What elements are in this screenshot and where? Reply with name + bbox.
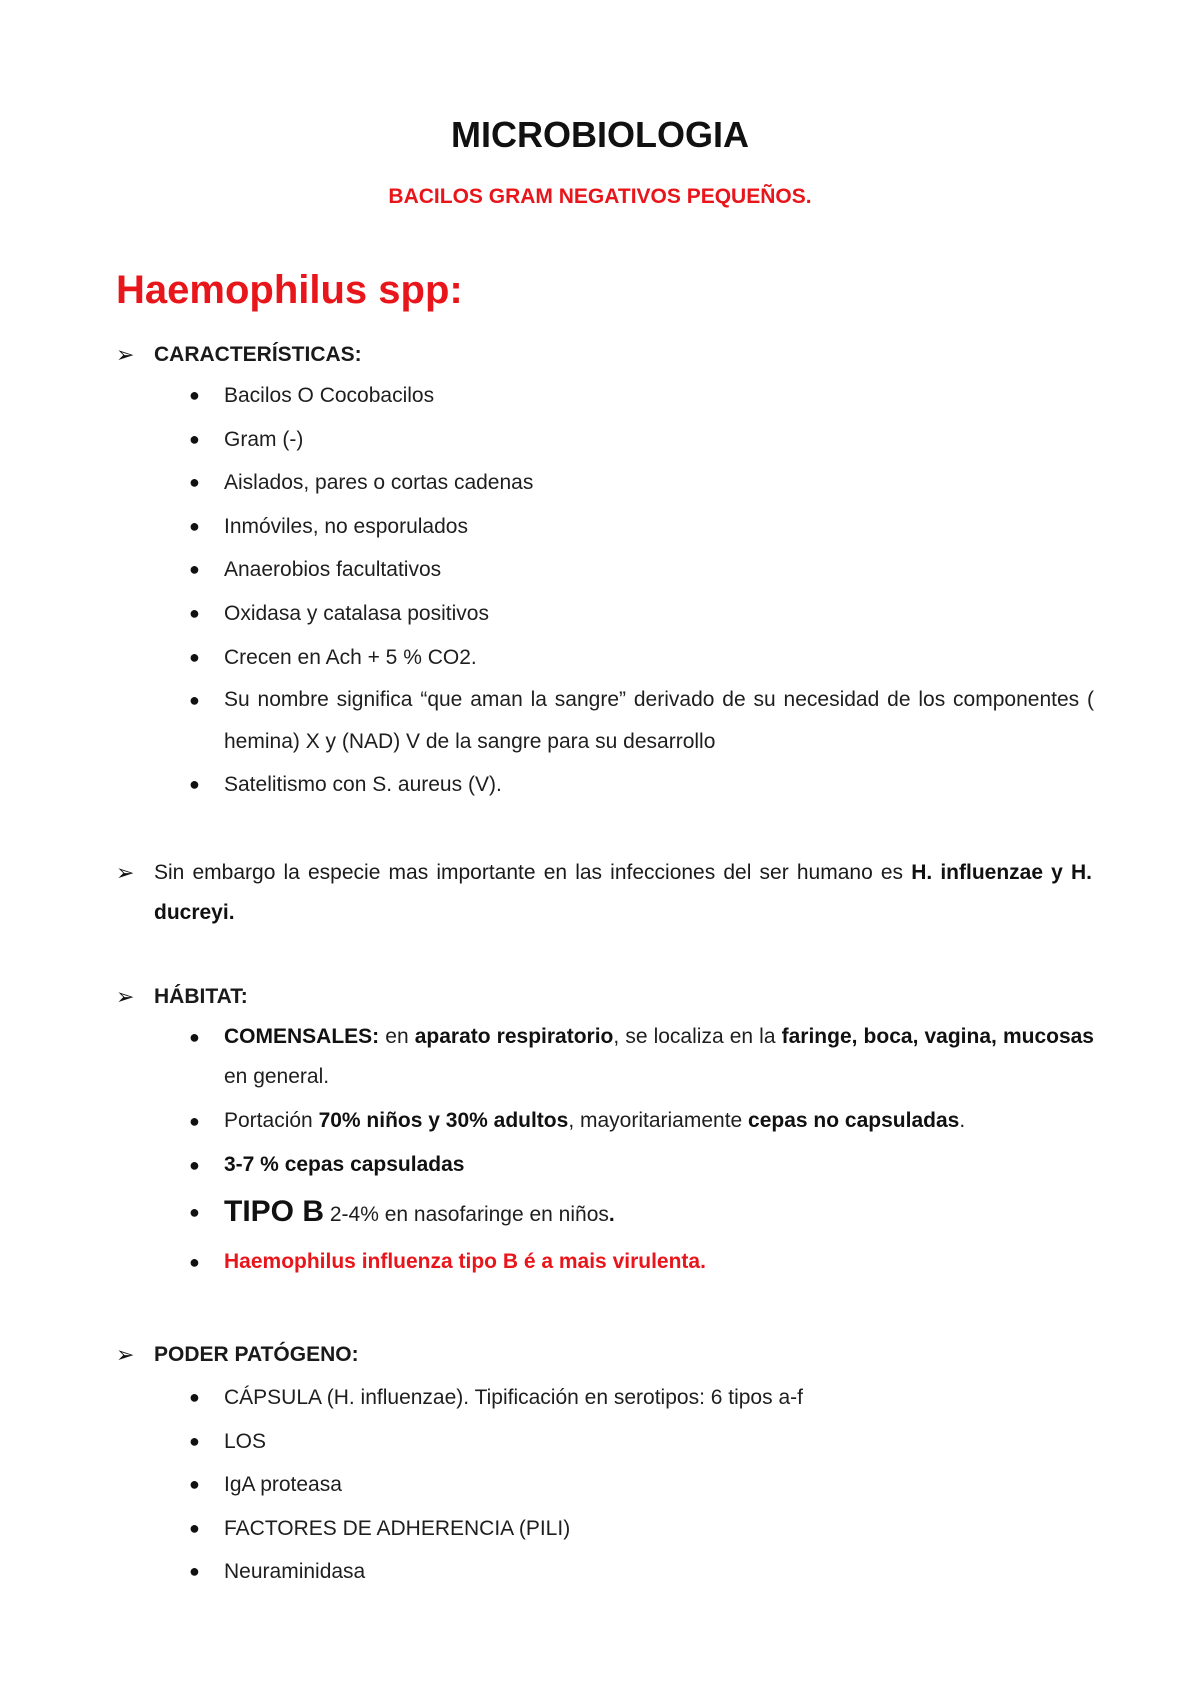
list-item: ● COMENSALES: en aparato respiratorio, se localiza en la faringe, boca, vagina, mucosas en general. bbox=[186, 1017, 1094, 1097]
bullet-dot-icon: ● bbox=[189, 1474, 200, 1495]
list-item: ● Haemophilus influenza tipo B é a mais virulenta. bbox=[186, 1242, 1094, 1282]
arrow-bullet-icon: ➢ bbox=[116, 342, 135, 367]
bullet-dot-icon: ● bbox=[189, 1517, 200, 1538]
bullet-dot-icon: ● bbox=[189, 774, 200, 795]
list-item: ● IgA proteasa bbox=[186, 1463, 1094, 1507]
especie-paragraph: Sin embargo la especie mas importante en las infecciones del ser humano es H. influenzae y H. ducreyi. bbox=[154, 861, 1092, 924]
section-label: PODER PATÓGENO: bbox=[154, 1343, 359, 1366]
document-title: MICROBIOLOGIA bbox=[451, 114, 749, 155]
bullet-dot-icon: ● bbox=[189, 602, 200, 623]
list-item: ● Bacilos O Cocobacilos bbox=[186, 374, 1094, 418]
bullet-dot-icon: ● bbox=[189, 428, 200, 449]
list-item: ● Anaerobios facultativos bbox=[186, 548, 1094, 592]
list-item: ● Oxidasa y catalasa positivos bbox=[186, 592, 1094, 636]
list-item: ● Satelitismo con S. aureus (V). bbox=[186, 763, 1094, 807]
section-habitat bbox=[116, 977, 1094, 1017]
list-item: ● LOS bbox=[186, 1420, 1094, 1464]
caracteristicas-list bbox=[186, 374, 1094, 807]
section-heading: Haemophilus spp: bbox=[116, 268, 463, 312]
bullet-dot-icon: ● bbox=[189, 1561, 200, 1582]
bullet-dot-icon: ● bbox=[189, 1202, 200, 1222]
bullet-dot-icon: ● bbox=[189, 559, 200, 580]
list-item: ● TIPO B 2-4% en nasofaringe en niños. bbox=[186, 1189, 1094, 1238]
bullet-dot-icon: ● bbox=[189, 1155, 200, 1175]
bullet-dot-icon: ● bbox=[189, 472, 200, 493]
section-label: HÁBITAT: bbox=[154, 985, 248, 1008]
bullet-dot-icon: ● bbox=[189, 1252, 200, 1272]
list-item: ● Neuraminidasa bbox=[186, 1550, 1094, 1594]
section-label: CARACTERÍSTICAS: bbox=[154, 343, 362, 366]
bullet-dot-icon: ● bbox=[189, 1027, 200, 1047]
bullet-dot-icon: ● bbox=[189, 646, 200, 667]
list-item: ● 3-7 % cepas capsuladas bbox=[186, 1145, 1094, 1185]
arrow-bullet-icon: ➢ bbox=[116, 984, 135, 1009]
arrow-bullet-icon: ➢ bbox=[116, 1342, 135, 1367]
bullet-dot-icon: ● bbox=[189, 515, 200, 536]
bullet-dot-icon: ● bbox=[189, 1430, 200, 1451]
document-subtitle: BACILOS GRAM NEGATIVOS PEQUEÑOS. bbox=[388, 185, 812, 208]
list-item: ● Su nombre significa “que aman la sangre” derivado de su necesidad de los componentes ( hemina) X y (NAD) V de la sangre para su desarrollo bbox=[186, 679, 1094, 763]
section-especie bbox=[116, 853, 1094, 933]
habitat-list bbox=[186, 1017, 1094, 1282]
list-item: ● Portación 70% niños y 30% adultos, mayoritariamente cepas no capsuladas. bbox=[186, 1101, 1094, 1141]
list-item: ● Crecen en Ach + 5 % CO2. bbox=[186, 636, 1094, 680]
list-item: ● FACTORES DE ADHERENCIA (PILI) bbox=[186, 1507, 1094, 1551]
arrow-bullet-icon: ➢ bbox=[116, 860, 135, 885]
list-item: ● CÁPSULA (H. influenzae). Tipificación en serotipos: 6 tipos a-f bbox=[186, 1376, 1094, 1420]
bullet-dot-icon: ● bbox=[189, 690, 200, 711]
list-item: ● Aislados, pares o cortas cadenas bbox=[186, 461, 1094, 505]
list-item: ● Gram (-) bbox=[186, 418, 1094, 462]
bullet-dot-icon: ● bbox=[189, 1387, 200, 1407]
section-caracteristicas bbox=[116, 335, 1094, 375]
poder-list bbox=[186, 1376, 1094, 1594]
section-poder-patogeno bbox=[116, 1335, 1094, 1375]
list-item: ● Inmóviles, no esporulados bbox=[186, 505, 1094, 549]
bullet-dot-icon: ● bbox=[189, 1111, 200, 1131]
bullet-dot-icon: ● bbox=[189, 385, 200, 405]
